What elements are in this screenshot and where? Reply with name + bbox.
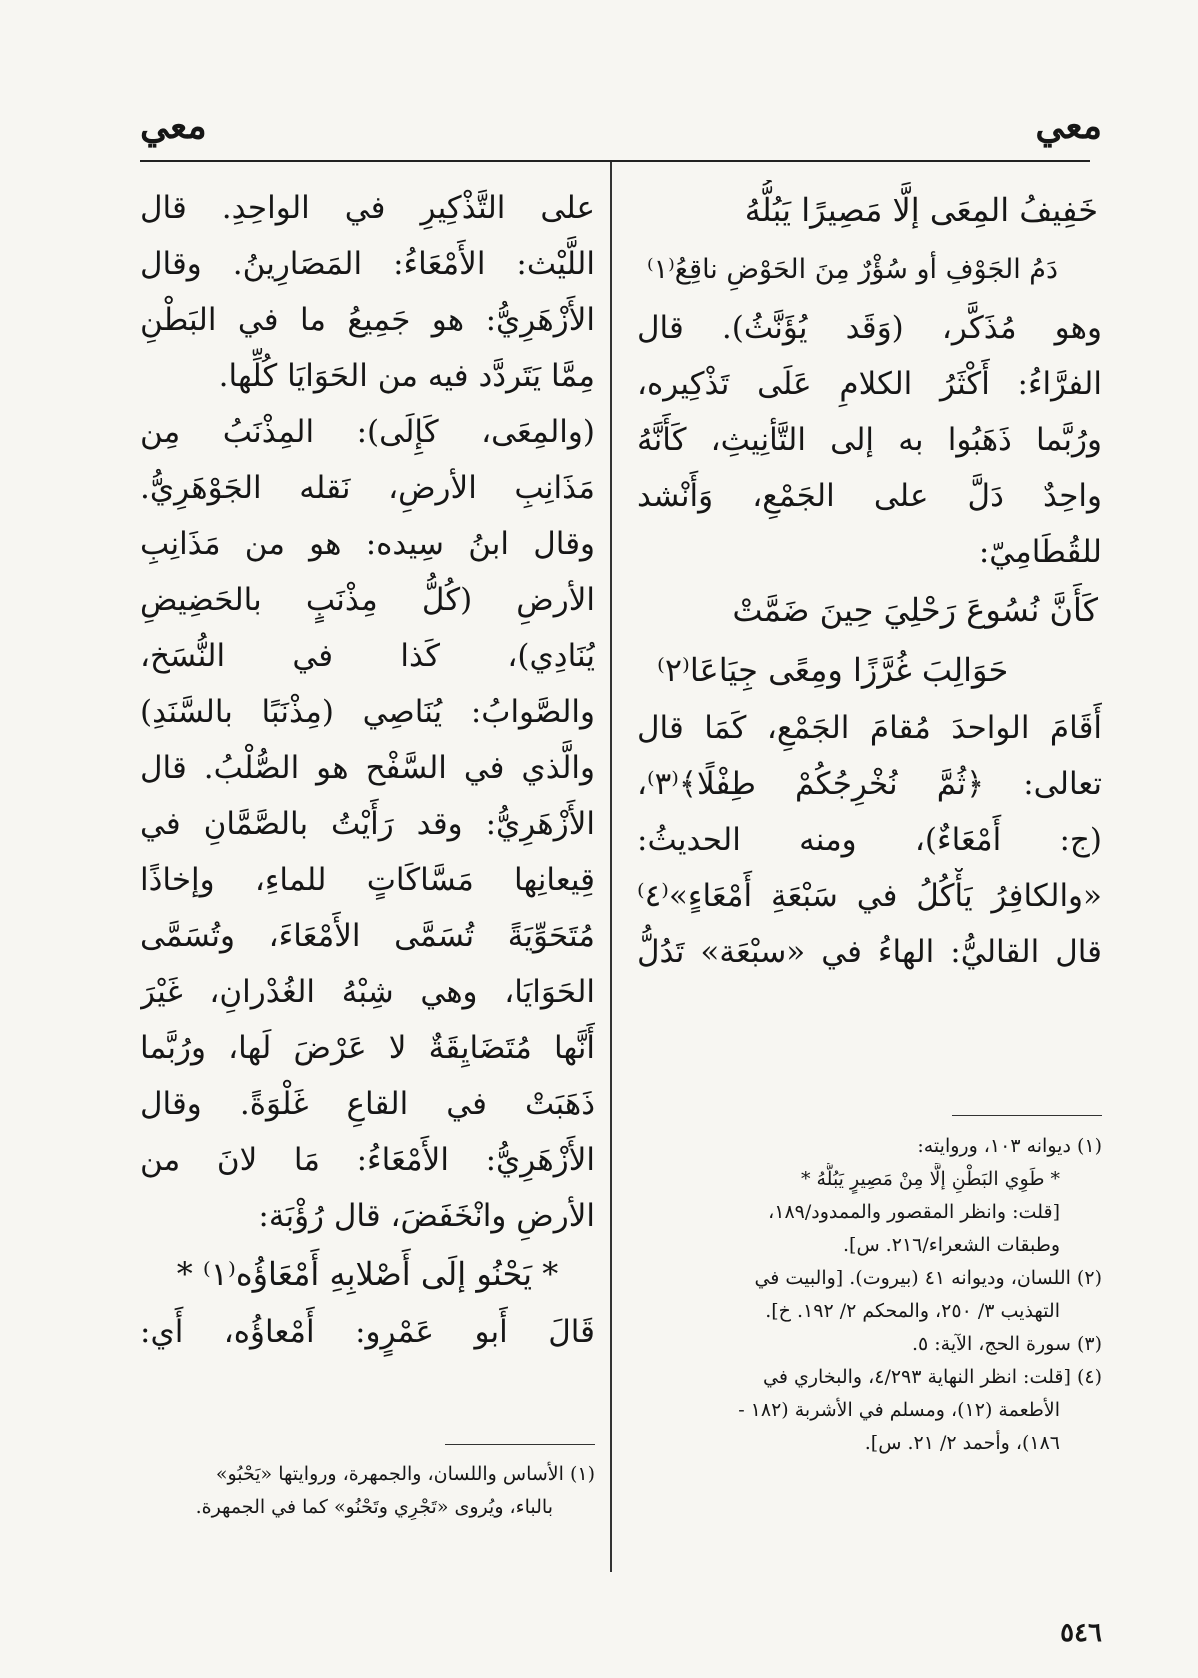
- verse-line: خَفِيفُ المِعَى إلَّا مَصِيرًا يَبُلُّهُ: [744, 191, 1098, 229]
- footnote-rule: [445, 1444, 595, 1445]
- text-line: يُنَادِي)، كَذا في النُّسَخ،: [140, 638, 595, 674]
- footnote-line: [قلت: وانظر المقصور والممدود/١٨٩،: [768, 1201, 1060, 1223]
- text-line: الأَزْهَرِيُّ: وقد رَأَيْتُ بالصَّمَّانِ في: [140, 806, 595, 842]
- text-line: قِيعانِها مَسَّاكَاتٍ للماءِ، وإخاذًا: [140, 862, 595, 898]
- text-line: واحِدٌ دَلَّ على الجَمْعِ، وَأَنْشد: [637, 478, 1102, 514]
- footnote-line: ١٨٦)، وأحمد ٢/ ٢١. س].: [864, 1432, 1060, 1454]
- running-header-right: معي: [1035, 105, 1102, 147]
- verse-line: دَمُ الجَوْفِ أو سُؤْرٌ مِنَ الحَوْضِ ناقِعُ⁽١⁾: [647, 254, 1059, 285]
- text-line: (ج: أَمْعَاءٌ)، ومنه الحديثُ:: [637, 822, 1102, 858]
- text-line: الحَوَايَا، وهي شِبْهُ الغُدْرانِ، غَيْرَ: [140, 974, 595, 1010]
- text-line: على التَّذْكِيرِ في الواحِدِ. قال: [140, 190, 595, 226]
- text-line: ذَهَبَتْ في القاعِ غَلْوَةً. وقال: [140, 1086, 595, 1122]
- text-line: مَذَانِبِ الأرضِ، نَقله الجَوْهَرِيُّ.: [140, 470, 595, 506]
- running-header-left: معي: [140, 105, 207, 147]
- verse-line: كَأَنَّ نُسُوعَ رَحْلِيَ حِينَ ضَمَّتْ: [732, 591, 1098, 629]
- text-line: (والمِعَى، كَإِلَى): المِذْنَبُ مِن: [140, 414, 595, 450]
- footnotes-left: [140, 1458, 595, 1524]
- text-line: والصَّوابُ: يُنَاصِي (مِذْنَبًا بالسَّنَدِ): [140, 694, 595, 730]
- footnote-line: (٢) اللسان، وديوانه ٤١ (بيروت). [والبيت في: [754, 1267, 1102, 1289]
- footnote-line: * طَوِي البَطْنِ إلَّا مِنْ مَصِيرٍ يَبُلُّهُ *: [800, 1168, 1060, 1190]
- text-line: الأَزْهَرِيُّ: هو جَمِيعُ ما في البَطْنِ: [140, 302, 595, 338]
- text-line: ورُبَّما ذَهَبُوا به إلى التَّأنِيثِ، كَأَنَّهُ: [637, 422, 1102, 458]
- text-line: للقُطَامِيّ:: [978, 534, 1102, 570]
- text-line: أَنَّها مُتَضَايِقَةٌ لا عَرْضَ لَها، ورُبَّما: [140, 1030, 595, 1066]
- footnote-line: (٣) سورة الحج، الآية: ٥.: [911, 1333, 1102, 1355]
- verse-line: حَوَالِبَ غُرَّزًا ومِعًى جِيَاعَا⁽٢⁾: [657, 651, 1009, 689]
- text-line: الأرضِ وانْخَفَضَ، قال رُؤْبَة:: [258, 1198, 595, 1234]
- footnote-line: الأطعمة (١٢)، ومسلم في الأشربة (١٨٢ -: [738, 1399, 1060, 1421]
- text-line: الأرضِ (كُلُّ مِذْنَبٍ بالحَضِيضِ: [140, 582, 595, 618]
- text-line: وقال ابنُ سِيده: هو من مَذَانِبِ: [140, 526, 595, 562]
- header-rule: [140, 160, 1090, 162]
- text-line: الفرَّاءُ: أَكْثَرُ الكلامِ عَلَى تَذْكِيره،: [637, 366, 1102, 402]
- footnote-line: (٤) [قلت: انظر النهاية ٤/٢٩٣، والبخاري في: [763, 1366, 1102, 1388]
- text-line: «والكافِرُ يَأْكُلُ في سَبْعَةِ أَمْعَاءٍ»⁽٤⁾: [637, 878, 1102, 914]
- right-column: [637, 180, 1102, 980]
- footnote-line: (١) ديوانه ١٠٣، وروايته:: [917, 1135, 1102, 1157]
- page-number: ٥٤٦: [1060, 1618, 1102, 1648]
- footnote-line: بالباء، ويُروى «تَجْرِي وتَحْنُو» كما في الجمهرة.: [195, 1496, 553, 1518]
- text-line: والَّذي في السَّفْح هو الصُّلْبُ. قال: [140, 750, 595, 786]
- text-line: وهو مُذَكَّر، (وَقَد يُؤَنَّثُ). قال: [637, 310, 1102, 346]
- verse-line: * يَحْنُو إلَى أَصْلابِهِ أَمْعَاؤُه⁽١⁾ *: [176, 1255, 559, 1293]
- text-line: اللَّيْث: الأَمْعَاءُ: المَصَارِينُ. وقال: [140, 246, 595, 282]
- text-line: قَالَ أَبو عَمْرٍو: أَمْعاؤُه، أَي:: [140, 1314, 595, 1350]
- column-divider: [610, 162, 612, 1572]
- text-line: أَقَامَ الواحدَ مُقامَ الجَمْعِ، كَمَا قال: [637, 710, 1102, 746]
- text-line: تعالى: ﴿ثُمَّ نُخْرِجُكُمْ طِفْلًا﴾⁽٣⁾،: [637, 766, 1102, 802]
- footnotes-right: [637, 1130, 1102, 1460]
- footnote-line: وطبقات الشعراء/٢١٦. س].: [843, 1234, 1060, 1256]
- footnote-rule: [952, 1115, 1102, 1116]
- left-column: [140, 180, 595, 1360]
- text-line: مُتَحَوِّيَةً تُسَمَّى الأَمْعَاءَ، وتُسَمَّى: [140, 918, 595, 954]
- footnote-line: التهذيب ٣/ ٢٥٠، والمحكم ٢/ ١٩٢. خ].: [765, 1300, 1060, 1322]
- text-line: مِمَّا يَتَردَّد فيه من الحَوَايَا كُلِّها.: [218, 358, 595, 394]
- text-line: قال القاليُّ: الهاءُ في «سبْعَة» تَدُلُّ: [637, 934, 1102, 970]
- text-line: الأَزْهَرِيُّ: الأَمْعَاءُ: مَا لانَ من: [140, 1142, 595, 1178]
- footnote-line: (١) الأساس واللسان، والجمهرة، وروايتها «يَحْبُو»: [215, 1463, 595, 1485]
